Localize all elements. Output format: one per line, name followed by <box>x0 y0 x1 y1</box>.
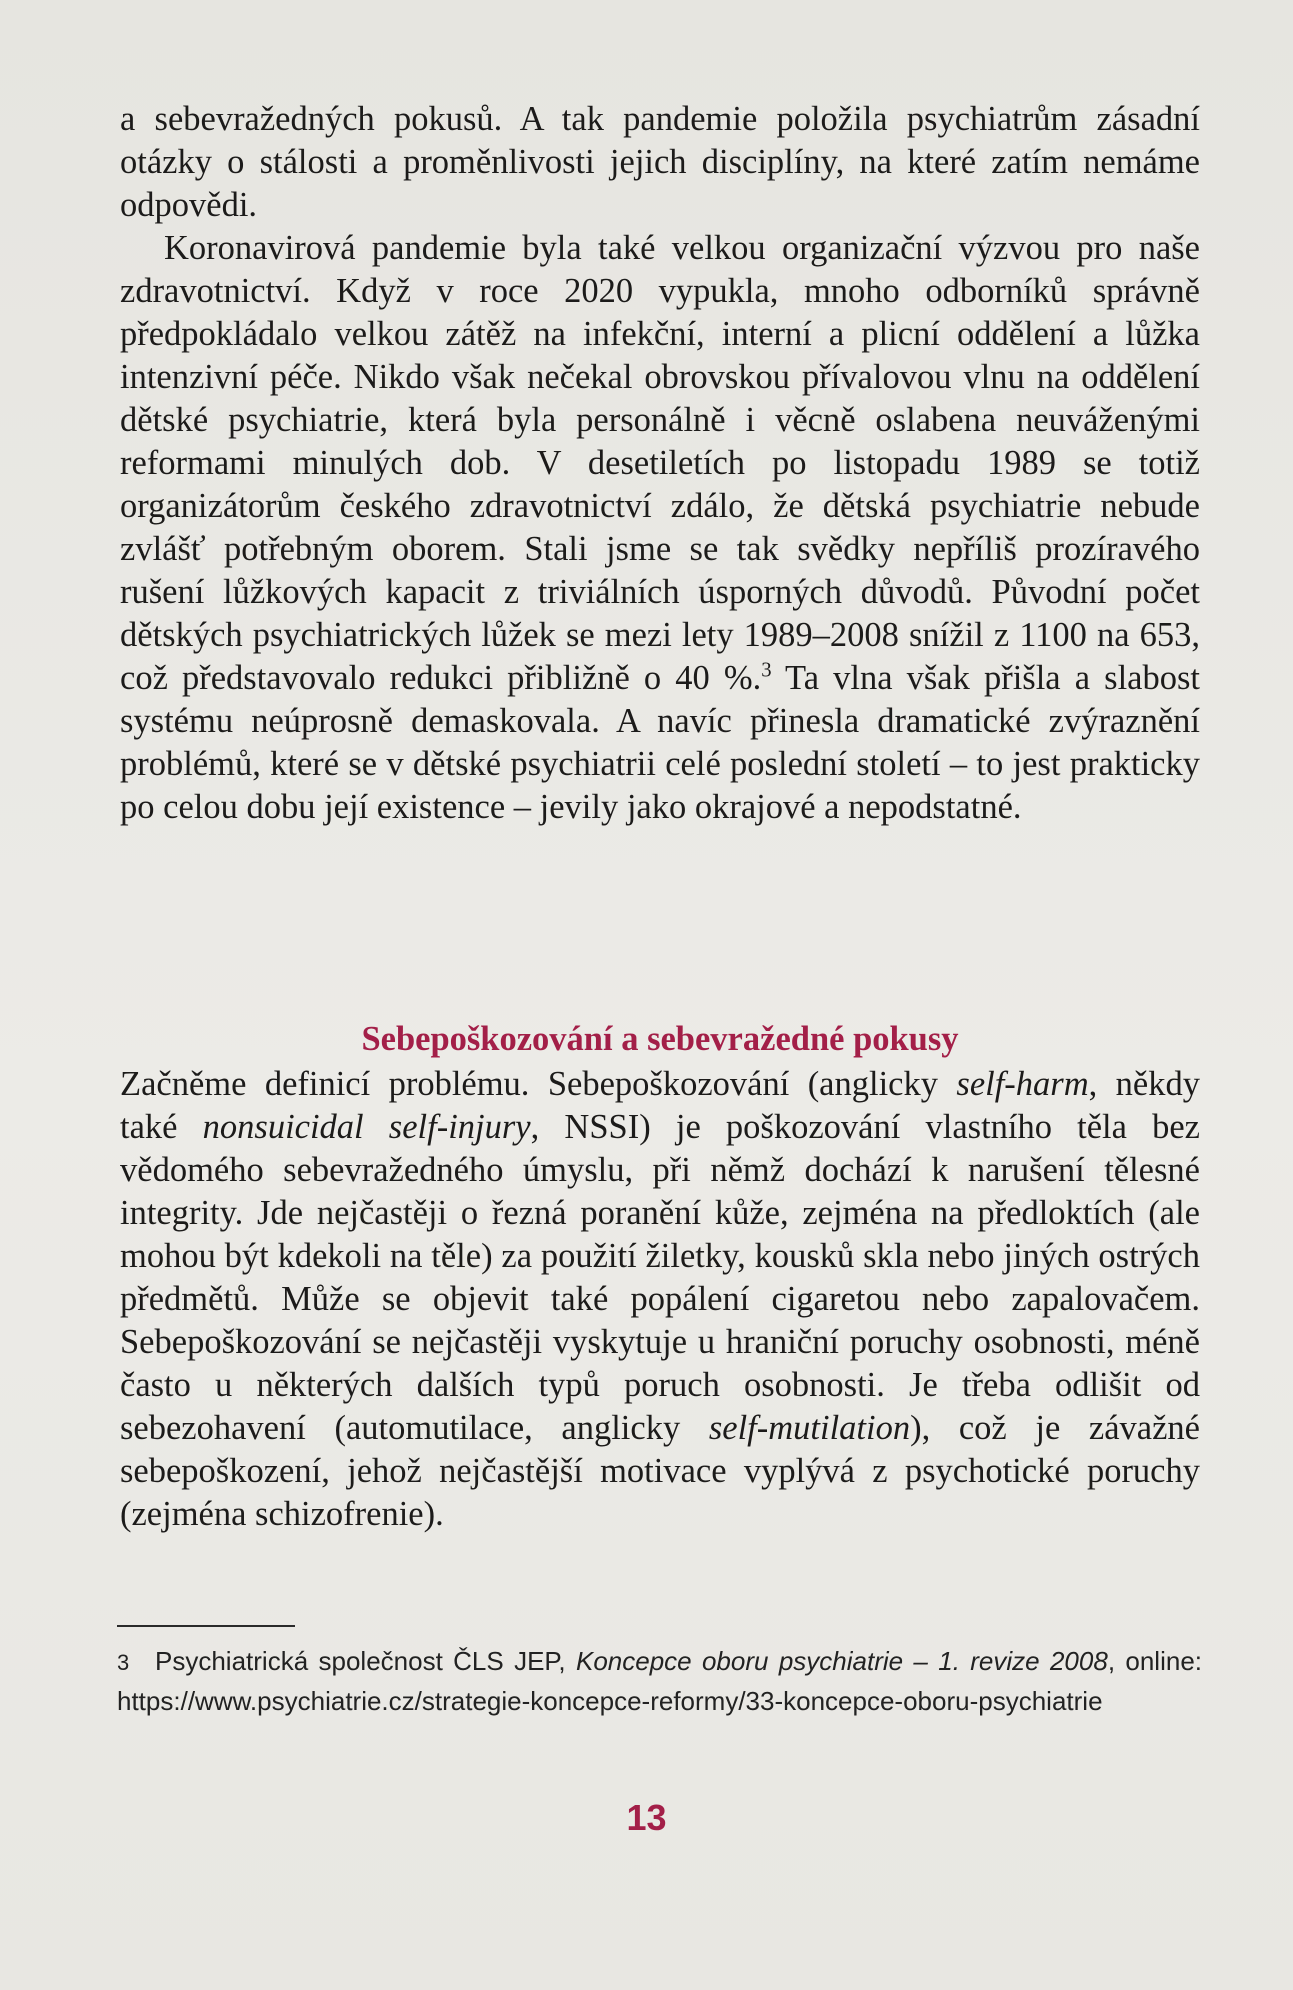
term-italic: self-mutilation <box>708 1409 911 1447</box>
footnote-link-text[interactable]: , online: https://www.psychiatrie.cz/strategie-koncepce-reformy/33-koncepce-oboru-psychiatrie <box>117 1646 1202 1716</box>
term-italic: nonsuicidal self-injury <box>202 1108 531 1146</box>
footnote-text: Psychiatrická společnost ČLS JEP, <box>155 1646 576 1676</box>
paragraph-text: Začněme definicí problému. Sebepoškozování (anglicky <box>120 1065 957 1103</box>
footnote-reference[interactable]: 3 <box>761 659 772 682</box>
paragraph-text: , někdy také <box>120 1065 1200 1146</box>
section-body <box>120 1063 1200 1536</box>
paragraph-text: Koronavirová pandemie byla také velkou organizační výzvou pro naše zdravotnictví. Když v roce 2020 vypukla, mnoho odborníků správně předpokládalo velkou zátěž na infekční, interní a plicní oddělení a lůžka intenzivní péče. Nikdo však nečekal obrovskou přívalovou vlnu na oddělení dětské psychiatrie, která byla personálně i věcně oslabena neuváženými reformami minulých dob. V desetiletích po listopadu 1989 se totiž organizátorům českého zdravotnictví zdálo, že dětská psychiatrie nebude zvlášť potřebným oborem. Stali jsme se tak svědky nepříliš prozíravého rušení lůžkových kapacit z triviálních úsporných důvodů. Původní počet dětských psychiatrických lůžek se mezi lety 1989–2008 snížil z 1100 na 653, což představovalo redukci přibližně o 40 %. <box>120 229 1200 697</box>
paragraph-continued: a sebevražedných pokusů. A tak pandemie položila psychiatrům zásadní otázky o stálosti a proměnlivosti jejich disciplíny, na které zatím nemáme odpovědi. <box>120 100 1200 224</box>
footnote-divider <box>117 1625 295 1627</box>
paragraph-text: , NSSI) je poškozování vlastního těla bez vědomého sebevražedného úmyslu, při němž dochází k narušení tělesné integrity. Jde nejčastěji o řezná poranění kůže, zejména na předloktích (ale mohou být kdekoli na těle) za použití žiletky, kousků skla nebo jiných ostrých předmětů. Může se objevit také popálení cigaretou nebo zapalovačem. Sebepoškozování se nejčastěji vyskytuje u hraniční poruchy osobnosti, méně často u některých dalších typů poruch osobnosti. Je třeba odlišit od sebezohavení (automutilace, anglicky <box>120 1108 1200 1447</box>
section-heading: Sebepoškozování a sebevražedné pokusy <box>361 1020 959 1058</box>
footnote-title-italic: Koncepce oboru psychiatrie – 1. revize 2008 <box>575 1646 1108 1676</box>
paragraph-text: ), což je závažné sebepoškození, jehož nejčastější motivace vyplývá z psychotické poruchy (zejména schizofrenie). <box>120 1409 1200 1533</box>
footnote <box>117 1642 1202 1720</box>
body-text <box>120 98 1200 829</box>
paragraph-text: Ta vlna však přišla a slabost systému neúprosně demaskovala. A navíc přinesla dramatické zvýraznění problémů, které se v dětské psychiatrii celé poslední století – to jest prakticky po celou dobu její existence – jevily jako okrajové a nepodstatné. <box>120 659 1200 826</box>
footnote-number: 3 <box>117 1650 130 1675</box>
paragraph-pandemic-organization <box>120 227 1200 829</box>
term-italic: self-harm <box>956 1065 1089 1103</box>
page-number: 13 <box>626 1797 667 1838</box>
paragraph-self-harm-definition <box>120 1063 1200 1536</box>
